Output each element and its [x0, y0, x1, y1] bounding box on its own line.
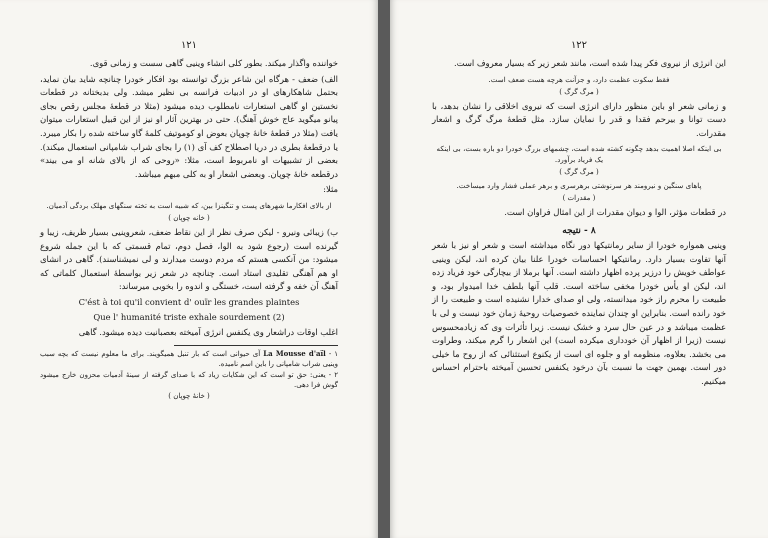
paragraph: در قطعات مؤثر، الوا و دیوان مقدرات از این امثال فراوان است. — [504, 207, 726, 218]
paragraph: خواننده واگذار میکند. بطور کلی انشاء وینیی گاهی سست و زمانی قوی. — [89, 58, 338, 68]
verse-quote: پاهای سنگین و نیرومند هر سرنوشتی برهرسری و برهر عملی فشار وارد میساخت. — [456, 181, 702, 191]
paragraph: و زمانی شعر او باین منظور دارای انرژی است که نیروی اخلاقی را نشان بدهد، با دست توانا و بیرحم فقدا و قدر را نمایان سازد. مثل قطعهٔ مرگ گرگ و اشعار مقدرات. — [432, 100, 726, 138]
footnote: ۲ - یعنی: حق تو است که این شکایات زیاد که با صدای گرفته از سینهٔ آدمیات محزون خارج میشود گوش فرا دهی. — [40, 370, 338, 389]
section-heading: ۸ - نتیجه — [562, 225, 596, 236]
paragraph: اغلب اوقات دراشعار وی یکنفس انرژی آمیخته بعصبانیت دیده میشود. گاهی — [78, 326, 338, 337]
left-page — [0, 0, 378, 538]
footnote — [40, 349, 338, 370]
verse-quote: فقط سکوت عظمت دارد، و جزآنت هرچه هست ضعف است. — [488, 74, 670, 84]
paragraph: این انرژی از نیروی فکر پیدا شده است، مانند شعر زیر که بسیار معروف است. — [453, 58, 726, 68]
right-page — [390, 0, 768, 538]
paragraph: الف) ضعف - هرگاه این شاعر بزرگ توانسته بود افکار خودرا چنانچه شاید بیان نماید، بحتمل شاهکارهای او در ادبیات فرانسه بی نظیر میشد. ولی بدبختانه در قطعات نخستین او گاهی استعارات نامطلوب دیده میشود (مثلا در قطعهٔ مجلس رقص بجای پیانو میگوید عاج خوش آهنگ). حتی در بهترین آثار او نیز از این قبیل استعارات میتوان یافت (مثلا در قطعهٔ خانهٔ چوپان بعوض او کوموتیف کلمهٔ گاو ساخته شده را بکار میبرد. یا درقطعهٔ بطری در دریا اصطلاح کف آی (۱) را بجای شراب شامپانی استعمال میکند). بعضی از تشبیهات او نامربوط است، مثلا: «روحی که از بالای شانه او می بیند» درقطعه خانهٔ چوپان. وبعضی اشعار او به کلی مبهم میباشد. — [40, 73, 338, 179]
footnote-latin-term: La Mousse d'aïl — [263, 348, 326, 358]
verse-source: ( خانه چوپان ) — [168, 213, 210, 222]
paragraph: ب) زیبائی ونیرو - لیکن صرف نظر از این نقاط ضعف، شعروینیی بسیار ظریف، زیبا و گیرنده است (رجوع شود به الوا، فصل دوم، تمام قسمتی که با این جمله شروع میشود: من آنکسی هستم که مردم دوست میدارند و لی نمیشناسند). گاهی در انشای او هم آهنگی تقلیدی استاد است. چنانچه در شعر زیر بواسطهٔ استعمال کلماتی که آهنگ آن خفه و گرفته است، خستگی و اندوه را بخوبی میرساند: — [40, 226, 338, 292]
footnote-divider — [174, 345, 338, 346]
verse-quote: از بالای افکارما شهرهای پست و تنگینزا بین، که شبیه است به تخته سنگهای مهلک بردگی آدمیان. — [46, 200, 332, 210]
verse-source: ( مرگ گرگ ) — [559, 168, 599, 177]
french-verse-line: C'ést à toi qu'il convient d' ouïr les grandes plaintes — [78, 296, 300, 307]
paragraph: مثلا: — [323, 184, 338, 195]
paragraph: وینیی همواره خودرا از سایر رمانتیکها دور نگاه میداشته است و شعر او نیز با شعر آنها تفاوت بسیار دارد. رمانتیکها احساسات خودرا علنا بیان کرده اند، لیکن وینیی عواطف خویش را درزیر پرده اظهار داشته است. آنها برملا از بیچارگی خود فریاد زده اند، لیکن او یأس خودرا مخفی ساخته است. قلب آنها بلطف خدا امیدوار بود، و طبیعت را محرم راز خود میدانسته، ولی او صدای خدارا نشنیده است و طبیعت را از خود رانده است. بنابراین او چندان نماینده خصوصیات روحیهٔ زمان خود نیست و لی با عظمت میباشد و در عین حال سرد و خشک نیست. زیرا تأثرات وی که زیادمحسوس نیست (زیرا از اظهار آن خودداری میکرده است) این اشعار را گرم میکند، وطراوت می بخشد. بعلاوه، منظومه او و جلوه ای است از یکنوع استثنائی که از روح ما خیلی دور است. بهمین جهت ما نسبت بآن درخود یکنفس تحسین آمیخته باحترام احساس میکنیم. — [432, 239, 726, 386]
footnote-text: آی حیوانی است که بار تنبل همیگویند. برای ما معلوم نیست که بچه سبب وینیی شراب شامپانی را باین اسم نامیده. — [40, 349, 338, 368]
verse-source: ( مرگ گرگ ) — [559, 87, 599, 96]
page-number: ١٢١ — [180, 40, 198, 51]
footnote-number: ۱ - — [328, 349, 338, 358]
verse-source: ( مقدرات ) — [562, 194, 596, 203]
footnote-source: ( خانهٔ چوپان ) — [168, 391, 210, 400]
verse-quote: بی اینکه اصلا اهمیت بدهد چگونه کشته شده است، چشمهای بزرگ خودرا دو باره بست، بی اینکه یک فریاد برآورد. — [436, 144, 722, 165]
french-verse-line: Que l' humanité triste exhale sourdement (2) — [93, 311, 285, 322]
page-number: ١٢٢ — [570, 40, 588, 51]
